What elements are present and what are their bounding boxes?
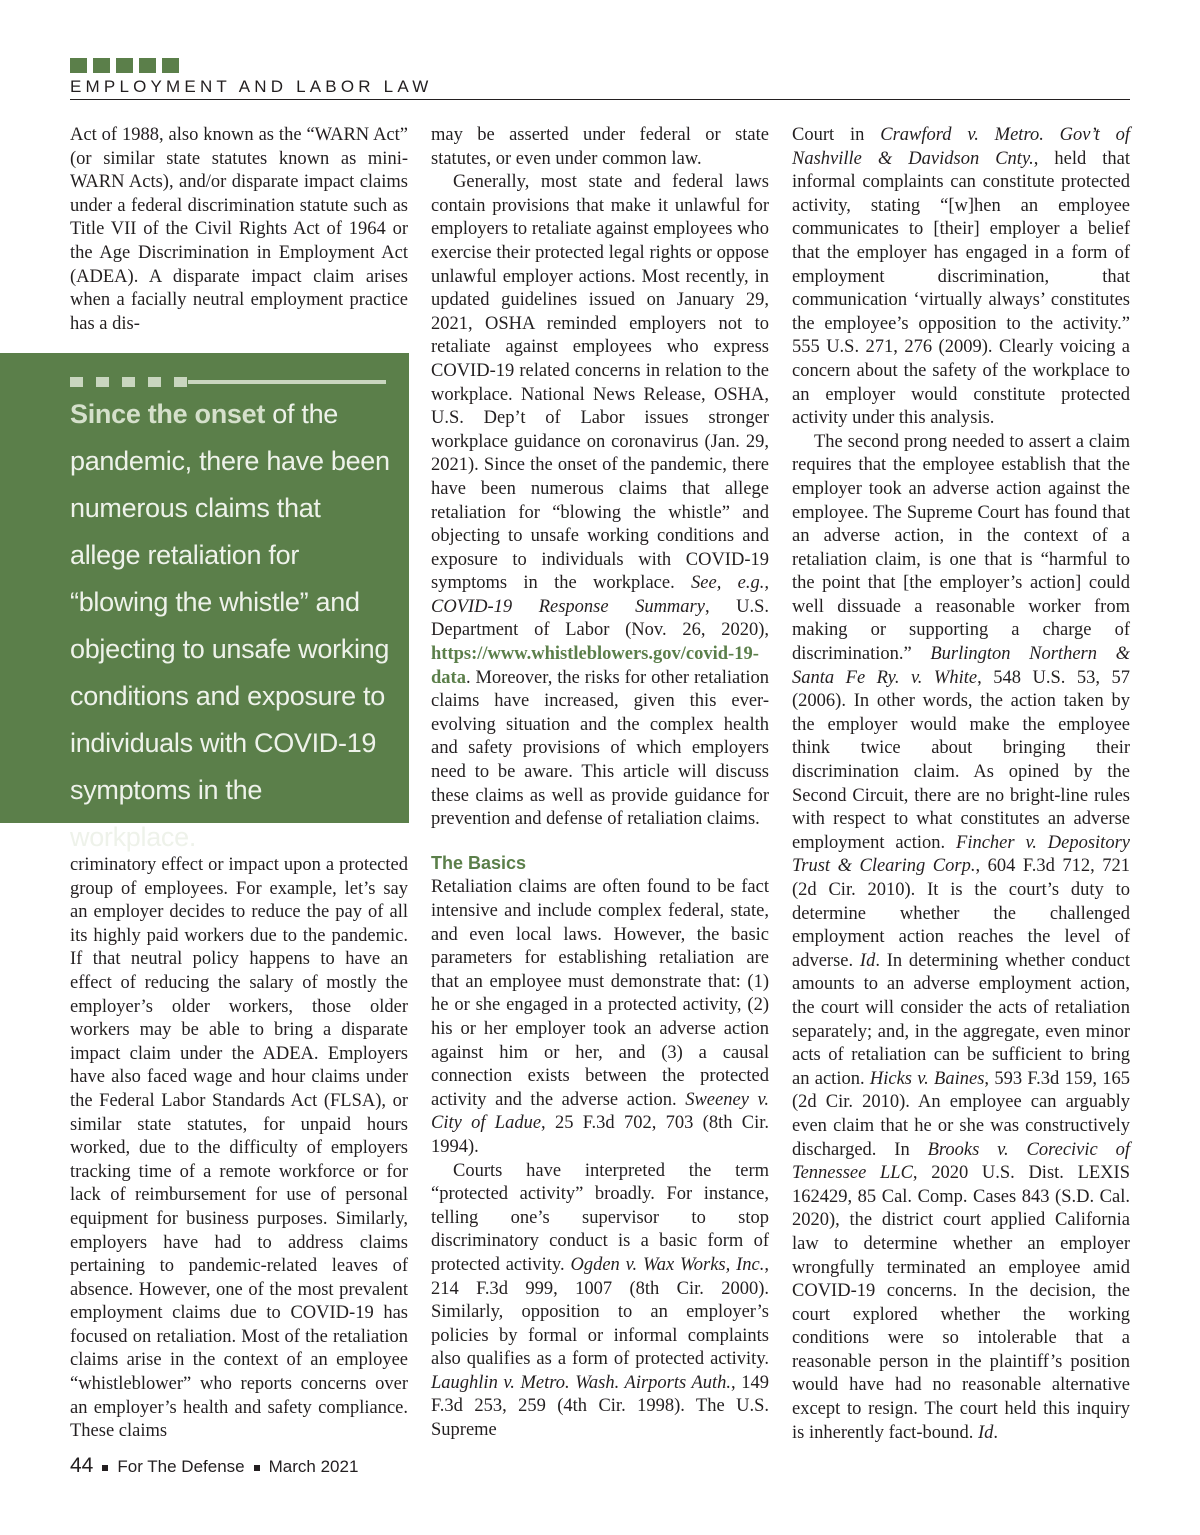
case-name: Sweeney v. City of Ladue: [431, 1089, 769, 1134]
text: , 604 F.3d 712, 721 (2d Cir. 2010). It is the court’s duty to determine whether the challenged employment action reaches the level of adverse.: [792, 856, 1130, 971]
paragraph: Act of 1988, also known as the “WARN Act” (or similar state statutes known as mini-WARN Acts), and/or disparate impact claims under a federal discrimination statute such as Title VII of the Civil Rights Act of 1964 or the Age Discrimination in Employment Act (ADEA). A disparate impact claim arises when a facially neutral employment practice has a dis-: [70, 125, 408, 334]
text: , held that informal complaints can constitute protected activity, stating “[w]hen an employee communicates to [their] employer a belief that the employer has engaged in a form of employment discrimination, that communication ‘virtually always’ constitutes the employee’s opposition to the activity.” 555 U.S. 271, 276 (2009). Clearly voicing a concern about the safety of the workplace to an employer would constitute protected activity under this analysis.: [792, 148, 1131, 429]
text: .: [993, 1422, 999, 1443]
paragraph: [792, 124, 1130, 431]
running-header: [70, 58, 1130, 100]
pull-quote-decoration: [70, 377, 386, 387]
column-1-top: [70, 124, 408, 336]
square-icon: [139, 58, 156, 73]
pull-quote-rule: [188, 380, 386, 384]
text: , 2020 U.S. Dist. LEXIS 162429, 85 Cal. Comp. Cases 843 (S.D. Cal. 2020), the district court applied California law to determine whether an employer wrongfully terminated an employee amid COVID-19 concerns. In the decision, the court explored whether the working conditions were so intolerable that a reasonable person in the plaintiff’s position would have had no reasonable alternative except to resign. The court held this inquiry is inherently fact-bound.: [792, 1163, 1130, 1443]
square-icon: [174, 377, 187, 387]
square-icon: [122, 377, 135, 387]
pull-quote: [0, 353, 409, 852]
url-link[interactable]: https://www.whistleblowers.gov/covid-19-data: [431, 644, 759, 688]
pull-quote-rest: of the pandemic, there have been numerous claims that allege retaliation for “blowing the whistle” and objecting to unsafe working conditions and exposure to individuals with COVID-19 symptoms in the workplace.: [70, 399, 390, 852]
bullet-icon: [254, 1465, 260, 1471]
column-1-bottom: [70, 854, 408, 1444]
case-name: Ogden v. Wax Works, Inc.: [570, 1254, 765, 1275]
paragraph: [431, 876, 769, 1159]
column-2: [431, 124, 769, 1443]
subheading: The Basics: [431, 852, 527, 873]
header-square-icons: [70, 58, 1130, 73]
citation: Id: [977, 1422, 994, 1443]
section-title: EMPLOYMENT AND LABOR LAW: [70, 77, 433, 96]
case-name: Burlington Northern & Santa Fe Ry. v. White: [792, 644, 1130, 688]
case-name: Laughlin v. Metro. Wash. Airports Auth.: [431, 1372, 732, 1393]
issue-date: March 2021: [268, 1457, 359, 1476]
text: , 149 F.3d 253, 259 (4th Cir. 1998). The U.S. Supreme: [431, 1372, 770, 1441]
text: Courts have interpreted the term “protected activity” broadly. For instance, telling one’s supervisor to stop discriminatory conduct is a basic form of protected activity.: [431, 1160, 769, 1275]
text: , 593 F.3d 159, 165 (2d Cir. 2010). An employee can arguably even claim that he or she was constructively discharged. In: [792, 1068, 1131, 1160]
case-name: Brooks v. Corecivic of Tennessee LLC: [792, 1139, 1130, 1184]
paragraph: [431, 1160, 769, 1443]
square-icon: [70, 377, 83, 387]
text: , 25 F.3d 702, 703 (8th Cir. 1994).: [431, 1113, 769, 1157]
text: . Moreover, the risks for other retaliation claims have increased, given this ever-evolving situation and the complex health and safety provisions of which employers need to be aware. This article will discuss these claims as well as provide guidance for prevention and defense of retaliation claims.: [431, 667, 769, 830]
header-divider: [70, 99, 1130, 100]
square-icon: [70, 58, 87, 73]
paragraph: [792, 431, 1130, 1446]
column-3: [792, 124, 1130, 1445]
citation: See, e.g., COVID-19 Response Summary: [431, 573, 769, 617]
text: Retaliation claims are often found to be fact intensive and include complex federal, state, and even local laws. However, the basic parameters for establishing retaliation are that an employee must demonstrate that: (1) he or she engaged in a protected activity, (2) his or her employer took an adverse action against him or her, and (3) a causal connection exists between the protected activity and the adverse action.: [431, 877, 769, 1110]
text: , U.S. Department of Labor (Nov. 26, 2020),: [431, 596, 770, 641]
citation: Id: [859, 950, 876, 971]
text: . In determining whether conduct amounts to an adverse employment action, the court will consider the acts of retaliation separately; and, in the aggregate, even minor acts of retaliation can be sufficient to bring an action.: [792, 950, 1131, 1089]
paragraph: may be asserted under federal or state statutes, or even under common law.: [431, 125, 769, 169]
case-name: Fincher v. Depository Trust & Clearing Corp.: [792, 832, 1130, 877]
text: , 548 U.S. 53, 57 (2006). In other words, the action taken by the employer would make the employee think twice about bringing their discrimination claim. As opined by the Second Circuit, there are no bright-line rules with respect to what constitutes an adverse employment action.: [792, 667, 1130, 853]
square-icon: [162, 58, 179, 73]
square-icon: [96, 377, 109, 387]
bullet-icon: [102, 1465, 108, 1471]
paragraph: criminatory effect or impact upon a protected group of employees. For example, let’s say an employer decides to reduce the pay of all its highly paid workers due to the pandemic. If that neutral policy happens to have an effect of reducing the salary of mostly the employer’s older workers, those older workers may be able to bring a disparate impact claim under the ADEA. Employers have also faced wage and hour claims under the Federal Labor Standards Act (FLSA), or similar state statutes, for unpaid hours worked, due to the difficulty of employers tracking time of a remote workforce or for lack of reimbursement for use of personal equipment for business purposes. Similarly, employers have had to address claims pertaining to pandemic-related leaves of absence. However, one of the most prevalent employment claims due to COVID-19 has focused on retaliation. Most of the retaliation claims arise in the context of an employee “whistleblower” who reports concerns over an employer’s health and safety compliance. These claims: [70, 855, 408, 1442]
square-icon: [93, 58, 110, 73]
case-name: Hicks v. Baines: [869, 1068, 985, 1089]
pull-quote-lead: Since the onset: [70, 399, 266, 429]
pull-quote-text: [70, 391, 390, 861]
text: Court in: [792, 125, 881, 145]
square-icon: [116, 58, 133, 73]
paragraph: [431, 171, 769, 832]
text: , 214 F.3d 999, 1007 (8th Cir. 2000). Similarly, opposition to an employer’s policies by formal or informal complaints also qualifies as a form of protected activity.: [431, 1254, 770, 1370]
page-number: 44: [70, 1454, 94, 1477]
publication-name: For The Defense: [117, 1457, 245, 1476]
text: Generally, most state and federal laws contain provisions that make it unlawful for employers to retaliate against employees who exercise their protected legal rights or oppose unlawful employer actions. Most recently, in updated guidelines issued on January 29, 2021, OSHA reminded employers not to retaliate against employees who express COVID-19 related concerns in relation to the workplace. National News Release, OSHA, U.S. Dep’t of Labor issues stronger workplace guidance on coronavirus (Jan. 29, 2021). Since the onset of the pandemic, there have been numerous claims that allege retaliation for “blowing the whistle” and objecting to unsafe working conditions and exposure to individuals with COVID-19 symptoms in the workplace.: [431, 172, 769, 594]
text: The second prong needed to assert a claim requires that the employee establish that the employer took an adverse action against the employee. The Supreme Court has found that an adverse action, in the context of a retaliation claim, is one that is “harmful to the point that [the employer’s action] could well dissuade a reasonable worker from making or supporting a charge of discrimination.”: [792, 431, 1130, 665]
case-name: Crawford v. Metro. Gov’t of Nashville & Davidson Cnty.: [792, 125, 1130, 169]
page-footer: [70, 1455, 358, 1478]
square-icon: [148, 377, 161, 387]
